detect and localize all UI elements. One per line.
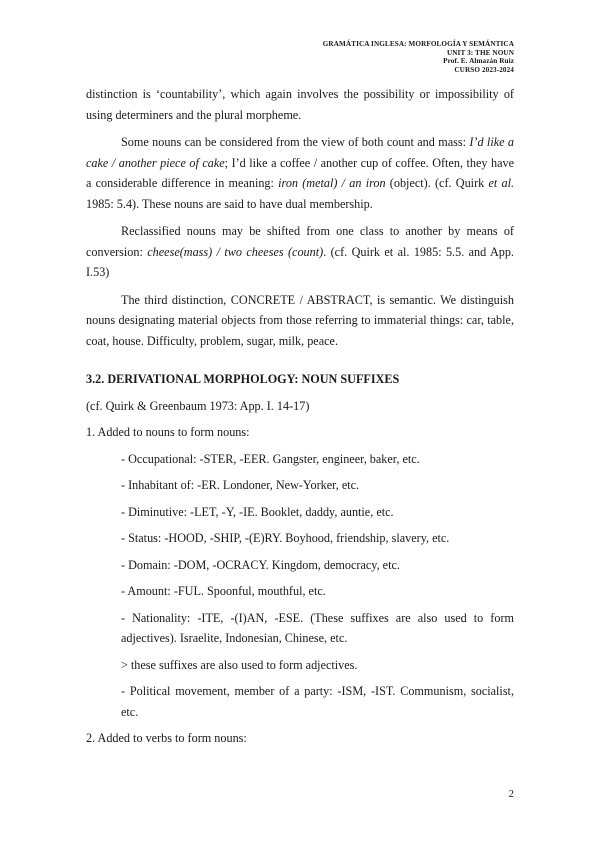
sub-item-inhabitant: - Inhabitant of: -ER. Londoner, New-Yorker, etc. [121, 478, 360, 492]
list-item-verbs-to-nouns: 2. Added to verbs to form nouns: [86, 731, 247, 745]
sub-item-diminutive: - Diminutive: -LET, -Y, -IE. Booklet, daddy, auntie, etc. [121, 504, 394, 519]
sub-item-amount: - Amount: -FUL. Spoonful, mouthful, etc. [121, 584, 326, 598]
header-academic-year: CURSO 2023-2024 [454, 65, 514, 74]
example-iron: iron (metal) / an iron [278, 176, 386, 190]
header-professor: Prof. E. Almazán Ruiz [443, 57, 514, 66]
text-run: ; I’d like a coffee / another cup of coffee. Often, they have a considerable difference in meaning: [86, 155, 514, 190]
paragraph-reclassified [86, 221, 514, 283]
paragraph-concrete-abstract: The third distinction, CONCRETE / ABSTRACT, is semantic. We distinguish nouns designating material objects from those referring to immaterial things: car, table, coat, house. Difficulty, problem, sugar, milk, peace. [86, 292, 514, 348]
et-al: et al. [488, 176, 515, 190]
section-heading: 3.2. DERIVATIONAL MORPHOLOGY: NOUN SUFFIXES [86, 372, 400, 386]
page-body [86, 84, 514, 749]
page-number: 2 [508, 788, 514, 800]
running-header [323, 40, 514, 74]
text-run: 1985: 5.4). These nouns are said to have dual membership. [86, 196, 373, 211]
text-run: (object). (cf. Quirk [385, 176, 489, 190]
header-unit: UNIT 3: THE NOUN [446, 48, 514, 57]
paragraph-dual-membership [86, 132, 514, 214]
section-reference: (cf. Quirk & Greenbaum 1973: App. I. 14-17) [86, 398, 310, 413]
example-cake: I’d like a cake / another piece of cake [86, 135, 514, 170]
sub-item-domain: - Domain: -DOM, -OCRACY. Kingdom, democracy, etc. [121, 557, 400, 572]
example-cheese: cheese(mass) / two cheeses (count) [147, 244, 324, 259]
header-course-title: GRAMÁTICA INGLESA: MORFOLOGÍA Y SEMÁNTICA [322, 40, 514, 48]
sub-item-status: - Status: -HOOD, -SHIP, -(E)RY. Boyhood, friendship, slavery, etc. [121, 531, 450, 545]
text-run: Some nouns can be considered from the view of both count and mass: [121, 135, 470, 149]
sub-item-political: - Political movement, member of a party: -ISM, -IST. Communism, socialist, etc. [121, 684, 514, 719]
list-item-nouns-to-nouns: 1. Added to nouns to form nouns: [86, 425, 250, 439]
paragraph-countability: distinction is ‘countability’, which again involves the possibility or impossibility of using determiners and the plural morpheme. [86, 87, 514, 122]
text-run: . (cf. Quirk et al. 1985: 5.5. and App. I.53) [86, 244, 514, 279]
sub-item-adjectives-note: > these suffixes are also used to form adjectives. [121, 657, 358, 672]
sub-item-nationality: - Nationality: -ITE, -(I)AN, -ESE. (These suffixes are also used to form adjectives). Israelite, Indonesian, Chinese, etc. [121, 610, 514, 645]
text-run: Reclassified nouns may be shifted from one class to another by means of conversion: [86, 224, 514, 259]
sub-item-occupational: - Occupational: -STER, -EER. Gangster, engineer, baker, etc. [121, 451, 420, 466]
